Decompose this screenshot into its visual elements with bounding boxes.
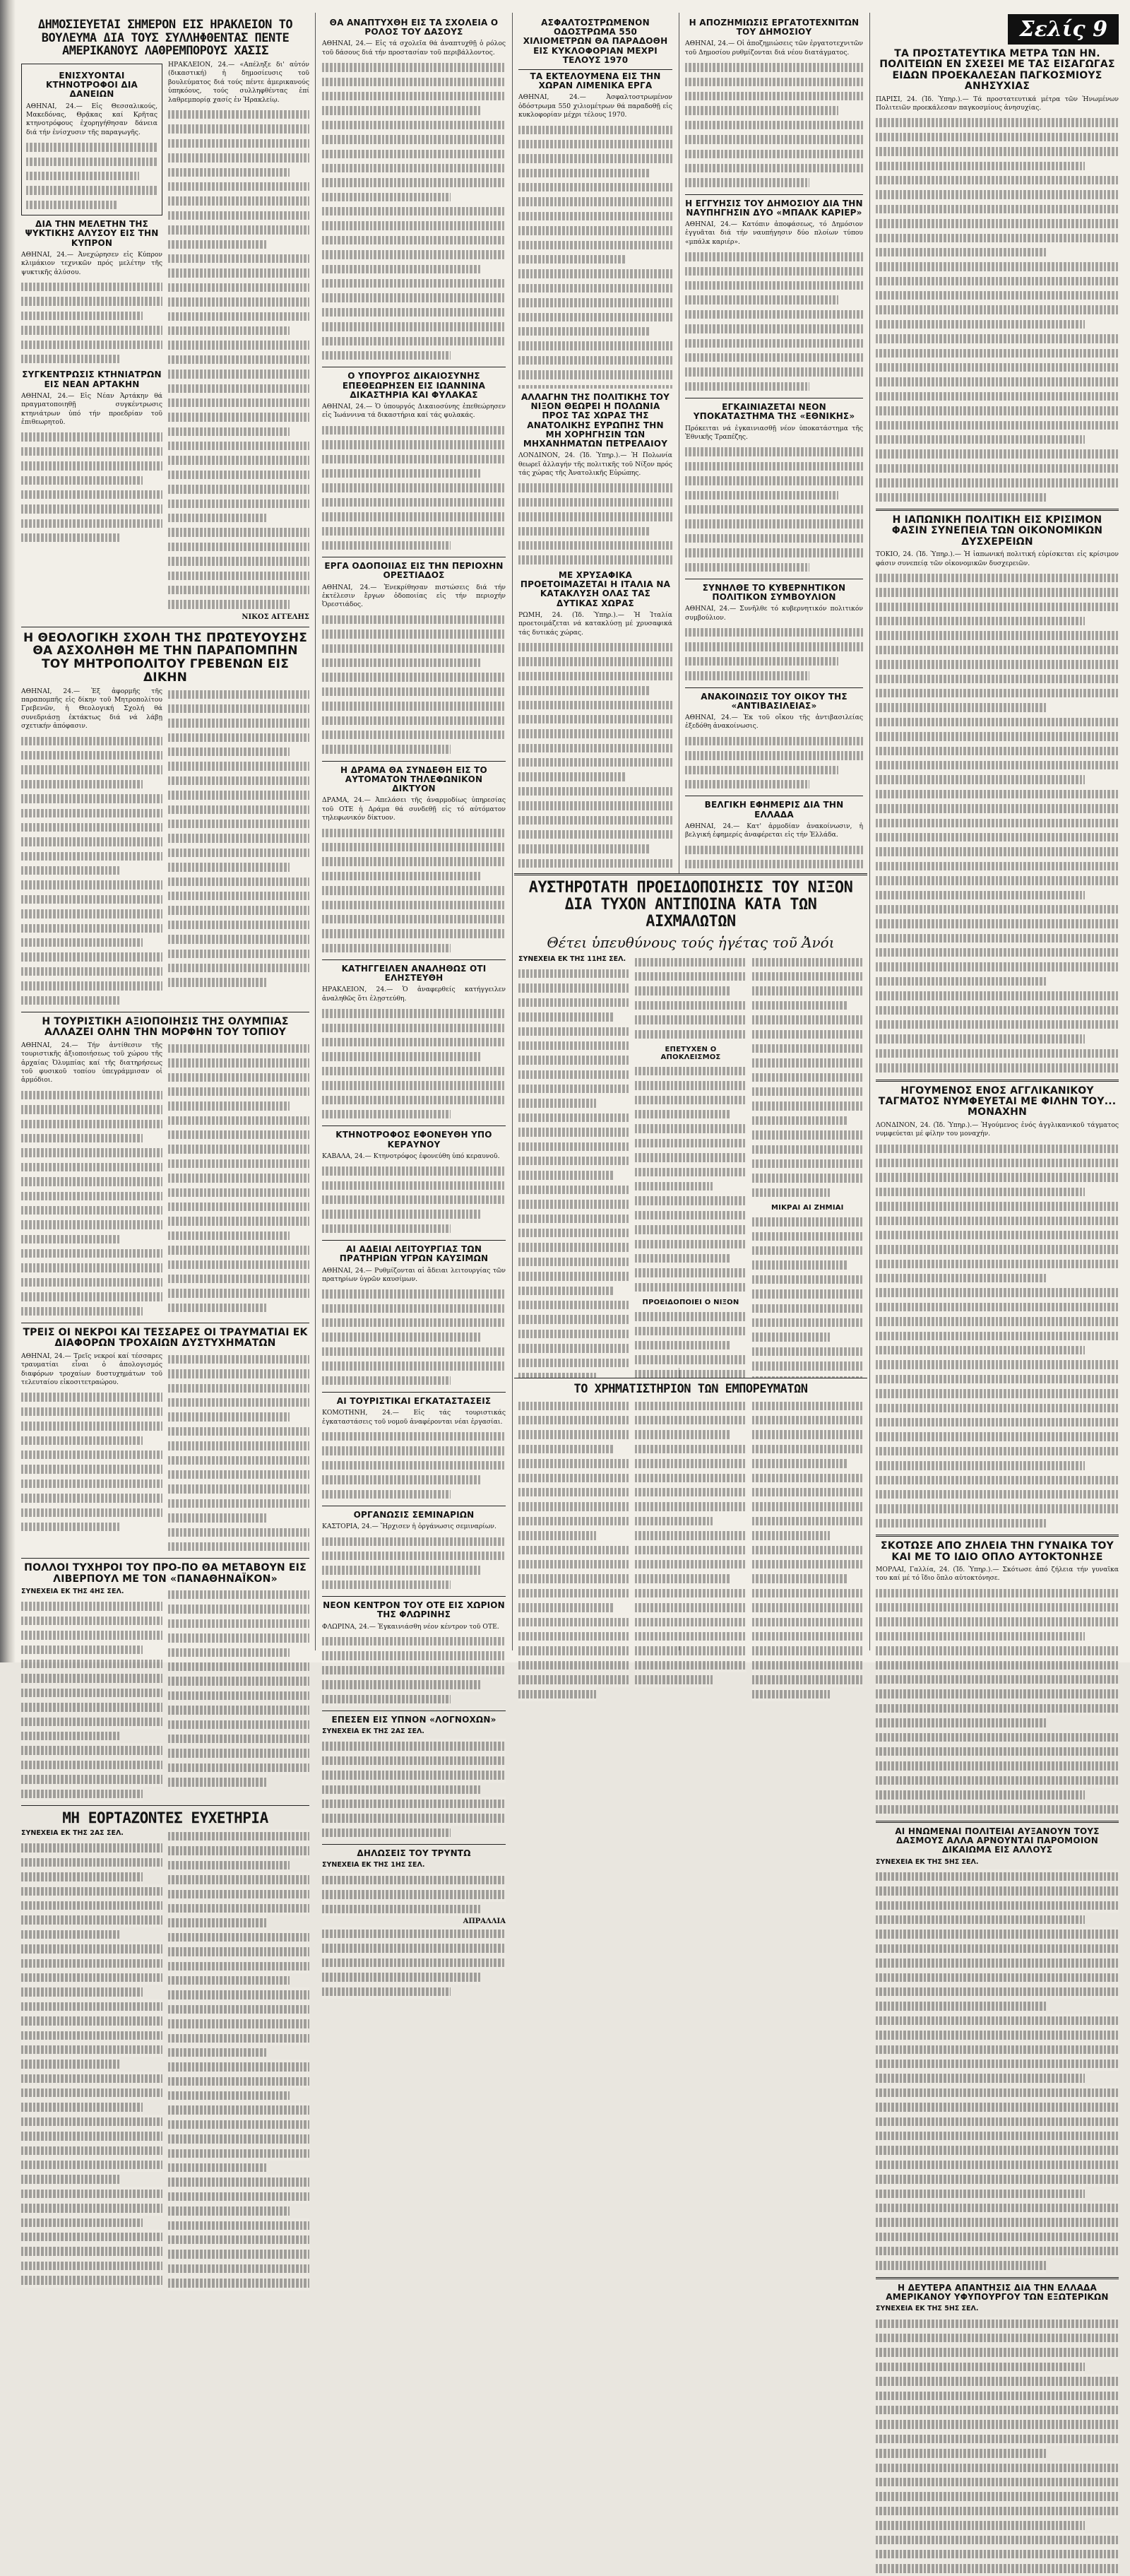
headline: ΚΑΤΗΓΓΕΙΛΕΝ ΑΝΑΛΗΘΩΣ ΟΤΙ ΕΛΗΣΤΕΥΘΗ	[341, 964, 487, 983]
headline: ΣΥΝΗΛΘΕ ΤΟ ΚΥΒΕΡΝΗΤΙΚΟΝ ΠΟΛΙΤΙΚΟΝ ΣΥΜΒΟΥΛΙΟΝ	[702, 582, 846, 603]
article-body: ΑΘΗΝΑΙ, 24.— Ἐνεκρίθησαν πιστώσεις διά τήν ἐκτέλεσιν ἔργων ὁδοποιίας εἰς τήν περιοχήν Ὀρεστιάδος.	[322, 583, 506, 609]
column-2	[318, 14, 510, 1925]
article-body: ΑΘΗΝΑΙ, 24.— Ἐκ τοῦ οἴκου τῆς ἀντιβασιλείας ἐξεδόθη ἀνακοίνωσις.	[685, 714, 863, 731]
subhead: ΜΙΚΡΑΙ ΑΙ ΖΗΜΙΑΙ	[771, 1204, 844, 1212]
article-us-protectionism	[876, 49, 1119, 504]
headline: Η ΙΑΠΩΝΙΚΗ ΠΟΛΙΤΙΚΗ ΕΙΣ ΚΡΙΣΙΜΟΝ ΦΑΣΙΝ ΣΥΝΕΠΕΙΑ ΤΩΝ ΟΙΚΟΝΟΜΙΚΩΝ ΔΥΣΧΕΡΕΙΩΝ	[891, 514, 1103, 548]
headline: Η ΑΠΟΖΗΜΙΩΣΙΣ ΕΡΓΑΤΟΤΕΧΝΙΤΩΝ ΤΟΥ ΔΗΜΟΣΙΟΥ	[689, 18, 860, 37]
headline: ΑΛΛΑΓΗΝ ΤΗΣ ΠΟΛΙΤΙΚΗΣ ΤΟΥ ΝΙΞΟΝ ΘΕΩΡΕΙ Η ΠΟΛΩΝΙΑ ΠΡΟΣ ΤΑΣ ΧΩΡΑΣ ΤΗΣ ΑΝΑΤΟΛΙΚΗΣ ΕΥΡΩΠΗΣ ΤΗΝ ΜΗ ΧΟΡΗΓΗΣΙΝ ΤΩΝ ΜΗΧΑΝΗΜΑΤΩΝ ΠΕΤΡΕΛΑΙΟΥ	[521, 392, 670, 449]
article-hashish-smugglers	[21, 18, 309, 622]
article-body: ΡΩΜΗ, 24. (Ἰδ. Ὑπηρ.).— Ἡ Ἰταλία προετοιμάζεται νά κατακλύσῃ μέ χρυσαφικά τάς δυτικάς χώρας.	[518, 610, 672, 637]
article-body: ΜΟΡΛΑΙ, Γαλλία, 24. (Ἰδ. Ὑπηρ.).— Σκότωσε ἀπό ζήλεια τήν γυναῖκα του καί μέ τό ἴδιο ὅπλο αὐτοκτόνησε.	[876, 1565, 1119, 1583]
headline: ΑΙ ΗΝΩΜΕΝΑΙ ΠΟΛΙΤΕΙΑΙ ΑΥΞΑΝΟΥΝ ΤΟΥΣ ΔΑΣΜΟΥΣ ΑΛΛΑ ΑΡΝΟΥΝΤΑΙ ΠΑΡΟΜΟΙΟΝ ΔΙΚΑΙΩΜΑ ΕΙΣ ΑΛΛΟΥΣ	[895, 1826, 1100, 1855]
continuation-note: ΣΥΝΕΧΕΙΑ ΕΚ ΤΗΣ 5ΗΣ ΣΕΛ.	[876, 1857, 979, 1866]
article-lightning	[322, 1130, 506, 1236]
article-lognochon	[322, 1715, 506, 1840]
column-1	[17, 14, 314, 1838]
article-body: ΑΘΗΝΑΙ, 24.— Ἀνεχώρησεν εἰς Κύπρον κλιμάκιον τεχνικῶν πρός μελέτην τῆς ψυκτικῆς ἀλύσου.	[21, 250, 162, 276]
column-3-top	[514, 14, 677, 382]
article-nixon-warning	[514, 873, 867, 1368]
headline: ΕΝΙΣΧΥΟΝΤΑΙ ΚΤΗΝΟΤΡΟΦΟΙ ΔΙΑ ΔΑΝΕΙΩΝ	[45, 71, 138, 100]
article-theology-school	[21, 632, 309, 1008]
article-body: ΛΟΝΔΙΝΟΝ, 24. (Ἰδ. Ὑπηρ.).— Ἡγούμενος ἑνός ἀγγλικανικοῦ τάγματος νυμφεύεται μέ φίλην του μοναχήν.	[876, 1121, 1119, 1138]
article-body: ΚΑΒΑΛΑ, 24.— Κτηνοτρόφος ἐφονεύθη ὑπό κεραυνοῦ.	[322, 1152, 500, 1160]
subhead: ΕΠΕΤΥΧΕΝ Ο ΑΠΟΚΛΕΙΣΜΟΣ	[660, 1045, 721, 1061]
continuation-note: ΣΥΝΕΧΕΙΑ ΕΚ ΤΗΣ 4ΗΣ ΣΕΛ.	[21, 1588, 124, 1596]
article-commodities-exchange	[514, 1378, 867, 1646]
article-body: ΑΘΗΝΑΙ, 24.— Κατ' ἀρμοδίαν ἀνακοίνωσιν, ἡ βελγική ἐφημερίς ἀναφέρεται εἰς τήν Ἑλλάδα.	[685, 822, 863, 839]
continuation-note: ΣΥΝΕΧΕΙΑ ΕΚ ΤΗΣ 2ΑΣ ΣΕΛ.	[322, 1727, 424, 1736]
article-worker-compensation	[685, 18, 863, 190]
article-ethniki-branch	[685, 403, 863, 574]
article-body: ΦΛΩΡΙΝΑ, 24.— Ἐγκαινιάσθη νέον κέντρον τοῦ ΟΤΕ.	[322, 1622, 499, 1631]
headline: ΔΙΑ ΤΗΝ ΜΕΛΕΤΗΝ ΤΗΣ ΨΥΚΤΙΚΗΣ ΑΛΥΣΟΥ ΕΙΣ ΤΗΝ ΚΥΠΡΟΝ	[25, 219, 159, 248]
scan-binding-edge	[0, 0, 16, 1662]
subheadline: Θέτει ὑπευθύνους τούς ἡγέτας τοῦ Ἀνόι	[547, 933, 835, 951]
headline: ΜΕ ΧΡΥΣΑΦΙΚΑ ΠΡΟΕΤΟΙΜΑΖΕΤΑΙ Η ΙΤΑΛΙΑ ΝΑ ΚΑΤΑΚΛΥΣΗ ΟΛΑΣ ΤΑΣ ΔΥΤΙΚΑΣ ΧΩΡΑΣ	[520, 570, 671, 608]
article-non-celebrants	[21, 1810, 309, 2291]
byline: ΝΙΚΟΣ ΑΓΓΕΛΗΣ	[242, 613, 309, 621]
headline: ΗΓΟΥΜΕΝΟΣ ΕΝΟΣ ΑΓΓΛΙΚΑΝΙΚΟΥ ΤΑΓΜΑΤΟΣ ΝΥΜΦΕΥΕΤΑΙ ΜΕ ΦΙΛΗΝ ΤΟΥ... ΜΟΝΑΧΗΝ	[878, 1085, 1117, 1118]
article-body: ΑΘΗΝΑΙ, 24.— Εἰς Θεσσαλικούς, Μακεδόνας, Θρᾷκας καί Κρῆτας κτηνοτρόφους ἐχορηγήθησαν δάνεια διά τήν ἐνίσχυσιν τῆς παραγωγῆς.	[26, 102, 157, 136]
headline: ΕΠΕΣΕΝ ΕΙΣ ΥΠΝΟΝ «ΛΟΓΝΟΧΩΝ»	[331, 1714, 496, 1725]
headline: ΑΥΣΤΗΡΟΤΑΤΗ ΠΡΟΕΙΔΟΠΟΙΗΣΙΣ ΤΟΥ ΝΙΞΟΝ ΔΙΑ ΤΥΧΟΝ ΑΝΤΙΠΟΙΝΑ ΚΑΤΑ ΤΩΝ ΑΙΧΜΑΛΩΤΩΝ	[528, 879, 853, 931]
column-rule	[315, 13, 316, 1650]
article-body: ΚΟΜΟΤΗΝΗ, 24.— Εἰς τάς τουριστικάς ἐγκαταστάσεις τοῦ νομοῦ ἀναφέρονται νέαι ἐργασίαι.	[322, 1409, 506, 1426]
article-seminars	[322, 1511, 506, 1592]
article-anglican-abbot	[876, 1086, 1119, 1531]
article-bulk-carrier	[685, 199, 863, 394]
article-italy-jewelry	[514, 567, 677, 842]
article-tourist-facilities	[322, 1397, 506, 1501]
article-japan-policy	[876, 515, 1119, 1075]
headline: ΑΙ ΑΔΕΙΑΙ ΛΕΙΤΟΥΡΓΙΑΣ ΤΩΝ ΠΡΑΤΗΡΙΩΝ ΥΓΡΩΝ ΚΑΥΣΙΜΩΝ	[339, 1244, 489, 1264]
headline: ΔΗΛΩΣΕΙΣ ΤΟΥ ΤΡΥΝΤΩ	[357, 1848, 471, 1859]
article-body: ΑΘΗΝΑΙ, 24.— Ἀσφαλτοστρωμένον ὁδόστρωμα 550 χιλιομέτρων θά παραδοθῇ εἰς κυκλοφορίαν μέχρι τέλους 1970.	[518, 93, 672, 119]
subhead: ΠΡΟΕΙΔΟΠΟΙΕΙ Ο ΝΙΞΟΝ	[642, 1299, 739, 1307]
headline: ΘΑ ΑΝΑΠΤΥΧΘΗ ΕΙΣ ΤΑ ΣΧΟΛΕΙΑ Ο ΡΟΛΟΣ ΤΟΥ ΔΑΣΟΥΣ	[329, 18, 499, 37]
article-political-council	[685, 584, 863, 683]
article-poland-nixon	[514, 389, 677, 555]
article-body: ΑΘΗΝΑΙ, 24.— Εἰς Νέαν Ἀρτάκην θά πραγματοποιηθῇ συγκέντρωσις κτηνιάτρων ὑπό τήν προεδρίαν τοῦ ἐπιθεωρητοῦ.	[21, 391, 162, 426]
headline: ΚΤΗΝΟΤΡΟΦΟΣ ΕΦΟΝΕΥΘΗ ΥΠΟ ΚΕΡΑΥΝΟΥ	[335, 1130, 492, 1150]
headline: Η ΔΕΥΤΕΡΑ ΑΠΑΝΤΗΣΙΣ ΔΙΑ ΤΗΝ ΕΛΛΑΔΑ ΑΜΕΡΙΚΑΝΟΥ ΥΦΥΠΟΥΡΓΟΥ ΤΩΝ ΕΞΩΤΕΡΙΚΩΝ	[886, 2282, 1109, 2303]
continuation-note: ΣΥΝΕΧΕΙΑ ΕΚ ΤΗΣ 5ΗΣ ΣΕΛ.	[876, 2305, 979, 2313]
article-body: ΠΑΡΙΣΙ, 24. (Ἰδ. Ὑπηρ.).— Τά προστατευτικά μέτρα τῶν Ἡνωμένων Πολιτειῶν προεκάλεσαν παγκοσμίους ἀνησυχίας.	[876, 95, 1119, 112]
article-trudeau	[322, 1849, 506, 1999]
article-regency-announcement	[685, 692, 863, 792]
headline: ΕΡΓΑ ΟΔΟΠΟΙΙΑΣ ΕΙΣ ΤΗΝ ΠΕΡΙΟΧΗΝ ΟΡΕΣΤΙΑΔΟΣ	[324, 561, 504, 581]
article-traffic-accidents	[21, 1328, 309, 1554]
article-body: ΗΡΑΚΛΕΙΟΝ, 24.— Ὁ ἀναφερθείς κατήγγειλεν ἀναληθῶς ὅτι ἐλῃστεύθη.	[322, 986, 506, 1003]
headline: ΔΗΜΟΣΙΕΥΕΤΑΙ ΣΗΜΕΡΟΝ ΕΙΣ ΗΡΑΚΛΕΙΟΝ ΤΟ ΒΟΥΛΕΥΜΑ ΔΙΑ ΤΟΥΣ ΣΥΛΛΗΦΘΕΝΤΑΣ ΠΕΝΤΕ ΑΜΕΡΙΚΑΝΟΥΣ ΛΑΘΡΕΜΠΟΡΟΥΣ ΧΑΣΙΣ	[37, 18, 293, 59]
article-body: ΑΘΗΝΑΙ, 24.— Οἱ ἀποζημιώσεις τῶν ἐργατοτεχνιτῶν τοῦ Δημοσίου ρυθμίζονται διά νέου διατάγματος.	[685, 40, 863, 57]
article-false-robbery	[322, 964, 506, 1121]
article-body: ΑΘΗΝΑΙ, 24.— Τρεῖς νεκροί καί τέσσαρες τραυματίαι εἶναι ὁ ἀπολογισμός διαφόρων τροχαίων δυστυχημάτων τοῦ τελευταίου εἰκοσιτετραώρου.	[21, 1352, 162, 1387]
article-forest-schools	[322, 18, 506, 362]
headline: Ο ΥΠΟΥΡΓΟΣ ΔΙΚΑΙΟΣΥΝΗΣ ΕΠΕΘΕΩΡΗΣΕΝ ΕΙΣ ΙΩΑΝΝΙΝΑ ΔΙΚΑΣΤΗΡΙΑ ΚΑΙ ΦΥΛΑΚΑΣ	[342, 371, 486, 400]
article-propo-liverpool	[21, 1563, 309, 1801]
headline: ΣΥΓΚΕΝΤΡΩΣΙΣ ΚΤΗΝΙΑΤΡΩΝ ΕΙΣ ΝΕΑΝ ΑΡΤΑΚΗΝ	[22, 370, 162, 389]
headline: ΕΓΚΑΙΝΙΑΖΕΤΑΙ ΝΕΟΝ ΥΠΟΚΑΤΑΣΤΗΜΑ ΤΗΣ «ΕΘΝΙΚΗΣ»	[693, 402, 855, 422]
article-body: ΑΘΗΝΑΙ, 24.— Ρυθμίζονται αἱ ἄδειαι λειτουργίας τῶν πρατηρίων ὑγρῶν καυσίμων.	[322, 1266, 506, 1283]
article-body: ΑΘΗΝΑΙ, 24.— Συνῆλθε τό κυβερνητικόν πολιτικόν συμβούλιον.	[685, 605, 863, 622]
headline: ΑΝΑΚΟΙΝΩΣΙΣ ΤΟΥ ΟΙΚΟΥ ΤΗΣ «ΑΝΤΙΒΑΣΙΛΕΙΑΣ»	[701, 691, 848, 711]
column-rule	[512, 13, 513, 1650]
headline: Η ΤΟΥΡΙΣΤΙΚΗ ΑΞΙΟΠΟΙΗΣΙΣ ΤΗΣ ΟΛΥΜΠΙΑΣ ΑΛΛΑΖΕΙ ΟΛΗΝ ΤΗΝ ΜΟΡΦΗΝ ΤΟΥ ΤΟΠΙΟΥ	[42, 1015, 289, 1039]
page-number: Σελίς 9	[1008, 14, 1119, 45]
article-body: ΑΘΗΝΑΙ, 24.— Κατόπιν ἀποφάσεως, τό Δημόσιον ἐγγυᾶται διά τήν ναυπήγησιν δύο πλοίων τύπου «μπάλκ καριέρ».	[685, 220, 863, 246]
headline: Η ΘΕΟΛΟΓΙΚΗ ΣΧΟΛΗ ΤΗΣ ΠΡΩΤΕΥΟΥΣΗΣ ΘΑ ΑΣΧΟΛΗΘΗ ΜΕ ΤΗΝ ΠΑΡΑΠΟΜΠΗΝ ΤΟΥ ΜΗΤΡΟΠΟΛΙΤΟΥ ΓΡΕΒΕΝΩΝ ΕΙΣ ΔΙΚΗΝ	[23, 630, 308, 685]
article-ote-florina	[322, 1601, 506, 1706]
article-body: ΛΟΝΔΙΝΟΝ, 24. (Ἰδ. Ὑπηρ.).— Ἡ Πολωνία θεωρεῖ ἀλλαγήν τῆς πολιτικῆς τοῦ Νίξον πρός τάς χώρας τῆς Ἀνατολικῆς Εὐρώπης.	[518, 451, 672, 477]
article-fuel-stations	[322, 1245, 506, 1388]
headline: ΟΡΓΑΝΩΣΙΣ ΣΕΜΙΝΑΡΙΩΝ	[353, 1510, 475, 1520]
article-body: ΑΘΗΝΑΙ, 24.— Ὁ ὑπουργός Δικαιοσύνης ἐπεθεώρησεν εἰς Ἰωάννινα τά δικαστήρια καί τάς φυλακάς.	[322, 402, 506, 420]
continuation-note: ΣΥΝΕΧΕΙΑ ΕΚ ΤΗΣ 11ΗΣ ΣΕΛ.	[518, 955, 626, 963]
headline: ΤΡΕΙΣ ΟΙ ΝΕΚΡΟΙ ΚΑΙ ΤΕΣΣΑΡΕΣ ΟΙ ΤΡΑΥΜΑΤΙΑΙ ΕΚ ΔΙΑΦΟΡΩΝ ΤΡΟΧΑΙΩΝ ΔΥΣΤΥΧΗΜΑΤΩΝ	[23, 1327, 308, 1349]
continuation-note: ΣΥΝΕΧΕΙΑ ΕΚ ΤΗΣ 1ΗΣ ΣΕΛ.	[322, 1861, 425, 1869]
headline: ΤΑ ΠΡΟΣΤΑΤΕΥΤΙΚΑ ΜΕΤΡΑ ΤΩΝ ΗΝ. ΠΟΛΙΤΕΙΩΝ ΕΝ ΣΧΕΣΕΙ ΜΕ ΤΑΣ ΕΙΣΑΓΩΓΑΣ ΕΙΔΩΝ ΠΡΟΕΚΑΛΕΣΑΝ ΠΑΓΚΟΣΜΙΟΥΣ ΑΝΗΣΥΧΙΑΣ	[879, 48, 1115, 93]
article-justice-minister	[322, 372, 506, 553]
column-4-top	[681, 14, 867, 883]
article-body: ΔΡΑΜΑ, 24.— Ἀπελάσει τῆς ἀναρμοδίως ὑπηρεσίας τοῦ ΟΤΕ ἡ Δράμα θά συνδεθῇ εἰς τό αὐτόματον τηλεφωνικόν δίκτυον.	[322, 796, 506, 822]
article-body: ΚΑΣΤΟΡΙΑ, 24.— Ἤρχισεν ἡ ὀργάνωσις σεμιναρίων.	[322, 1523, 496, 1531]
column-5	[872, 14, 1123, 2313]
column-rule	[869, 13, 870, 1650]
headline: Η ΕΓΓΥΗΣΙΣ ΤΟΥ ΔΗΜΟΣΙΟΥ ΔΙΑ ΤΗΝ ΝΑΥΠΗΓΗΣΙΝ ΔΥΟ «ΜΠΑΛΚ ΚΑΡΙΕΡ»	[685, 198, 863, 218]
article-body: ΑΘΗΝΑΙ, 24.— Εἰς τά σχολεῖα θά ἀναπτυχθῇ ὁ ρόλος τοῦ δάσους διά τήν προστασίαν τοῦ περιβάλλοντος.	[322, 40, 506, 57]
article-body: ΑΘΗΝΑΙ, 24.— Ἐξ ἀφορμῆς τῆς παραπομπῆς εἰς δίκην τοῦ Μητροπολίτου Γρεβενῶν, ἡ Θεολογική Σχολή θά συνεδριάσῃ ἐκτάκτως διά νά λάβῃ σχετικήν ἀπόφασιν.	[21, 687, 162, 731]
article-us-undersecretary	[876, 2283, 1119, 2576]
subheadline: ΤΑ ΕΚΤΕΛΟΥΜΕΝΑ ΕΙΣ ΤΗΝ ΧΩΡΑΝ ΛΙΜΕΝΙΚΑ ΕΡΓΑ	[518, 69, 672, 90]
article-body: Πρόκειται νά ἐγκαινιασθῇ νέον ὑποκατάστημα τῆς Ἐθνικῆς Τραπέζης.	[685, 424, 863, 441]
headline: ΑΙ ΤΟΥΡΙΣΤΙΚΑΙ ΕΓΚΑΤΑΣΤΑΣΕΙΣ	[336, 1396, 492, 1407]
headline: ΜΗ ΕΟΡΤΑΖΟΝΤΕΣ ΕΥΧΕΤΗΡΙΑ	[62, 1809, 268, 1826]
article-olympia-tourism	[21, 1017, 309, 1318]
article-body: ΗΡΑΚΛΕΙΟΝ, 24.— «Απέληξε δι' αὐτόν (δικαστική) ἡ δημοσίευσις τοῦ βουλεύματος διά τούς πέντε ἀμερικανούς ὑπηκόους, τούς συλληφθέντας ἐπί λαθρεμπορίᾳ χασίς ἐν Ἡρακλείῳ.	[168, 61, 309, 104]
headline: ΒΕΛΓΙΚΗ ΕΦΗΜΕΡΙΣ ΔΙΑ ΤΗΝ ΕΛΛΑΔΑ	[704, 800, 844, 820]
headline: Η ΔΡΑΜΑ ΘΑ ΣΥΝΔΕΘΗ ΕΙΣ ΤΟ ΑΥΤΟΜΑΤΟΝ ΤΗΛΕΦΩΝΙΚΟΝ ΔΙΚΤΥΟΝ	[340, 764, 487, 794]
headline: ΤΟ ΧΡΗΜΑΤΙΣΤΗΡΙΟΝ ΤΩΝ ΕΜΠΟΡΕΥΜΑΤΩΝ	[573, 1382, 808, 1396]
headline: ΑΣΦΑΛΤΟΣΤΡΩΜΕΝΟΝ ΟΔΟΣΤΡΩΜΑ 550 ΧΙΛΙΟΜΕΤΡΩΝ ΘΑ ΠΑΡΑΔΟΘΗ ΕΙΣ ΚΥΚΛΟΦΟΡΙΑΝ ΜΕΧΡΙ ΤΕΛΟΥΣ 1970	[523, 18, 668, 65]
article-us-tariffs	[876, 1827, 1119, 2273]
article-drama-telephone	[322, 766, 506, 955]
article-body: ΑΘΗΝΑΙ, 24.— Τήν ἀντίθεσιν τῆς τουριστικῆς ἀξιοποιήσεως τοῦ χώρου τῆς ἀρχαίας Ὀλυμπίας καί τῆς διατηρήσεως τοῦ φυσικοῦ τοπίου ὑπεγράμμισαν οἱ ἁρμόδιοι.	[21, 1041, 162, 1085]
headline: ΣΚΟΤΩΣΕ ΑΠΟ ΖΗΛΕΙΑ ΤΗΝ ΓΥΝΑΙΚΑ ΤΟΥ ΚΑΙ ΜΕ ΤΟ ΙΔΙΟ ΟΠΛΟ ΑΥΤΟΚΤΟΝΗΣΕ	[881, 1540, 1114, 1563]
article-body: ΤΟΚΙΟ, 24. (Ἰδ. Ὑπηρ.).— Ἡ ἰαπωνική πολιτική εὑρίσκεται εἰς κρίσιμον φάσιν συνεπείᾳ τῶν οἰκονομικῶν δυσχερειῶν.	[876, 550, 1119, 567]
headline: ΝΕΟΝ ΚΕΝΤΡΟΝ ΤΟΥ ΟΤΕ ΕΙΣ ΧΩΡΙΟΝ ΤΗΣ ΦΛΩΡΙΝΗΣ	[323, 1600, 505, 1620]
continuation-note: ΣΥΝΕΧΕΙΑ ΕΚ ΤΗΣ 2ΑΣ ΣΕΛ.	[21, 1829, 124, 1838]
headline: ΠΟΛΛΟΙ ΤΥΧΗΡΟΙ ΤΟΥ ΠΡΟ-ΠΟ ΘΑ ΜΕΤΑΒΟΥΝ ΕΙΣ ΛΙΒΕΡΠΟΥΛ ΜΕ ΤΟΝ «ΠΑΝΑΘΗΝΑΪΚΟΝ»	[24, 1562, 307, 1585]
article-road-works	[322, 562, 506, 757]
byline: ΑΠΡΑΛΛΙΑ	[463, 1917, 506, 1925]
article-jealousy-murder	[876, 1541, 1119, 1816]
page-number-masthead	[876, 14, 1119, 45]
